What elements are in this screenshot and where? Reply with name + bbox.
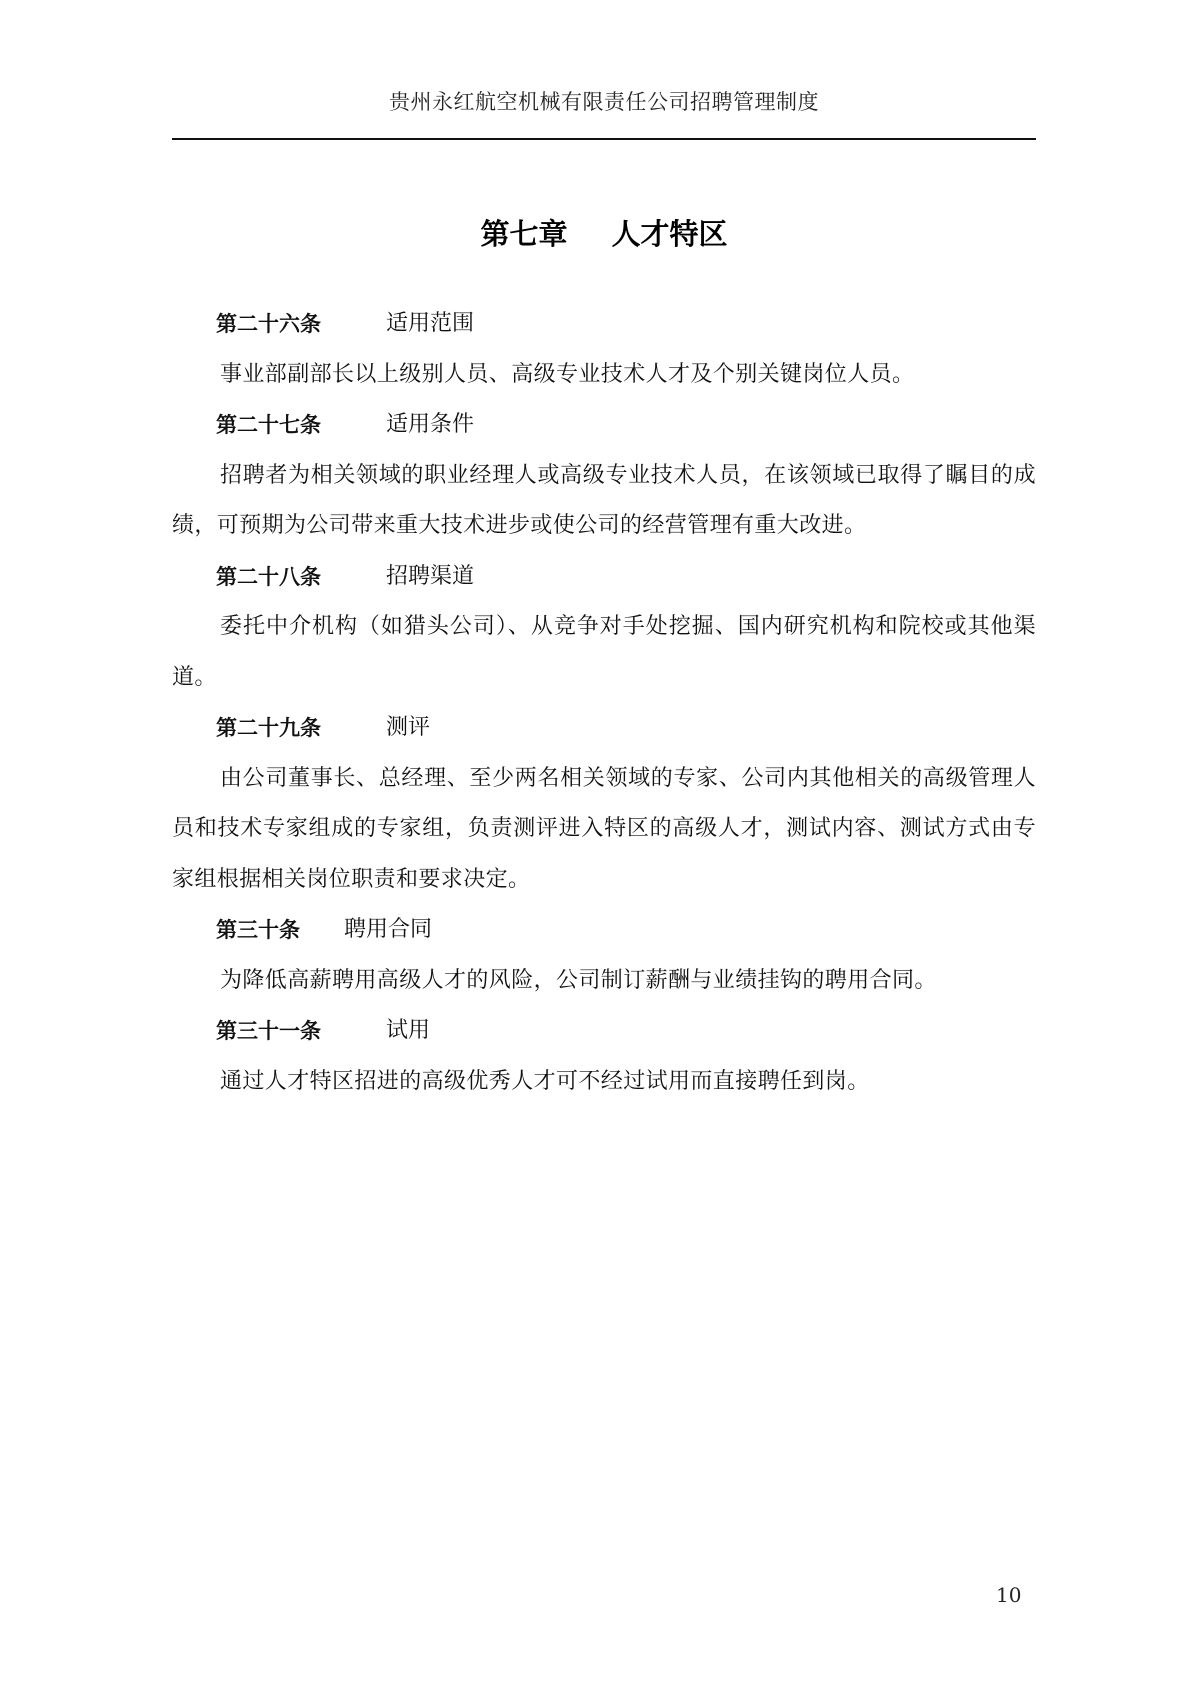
chapter-number: 第七章 [480, 217, 568, 251]
article-number: 第三十一条 [216, 1019, 321, 1043]
article-text-30: 为降低高薪聘用高级人才的风险，公司制订薪酬与业绩挂钩的聘用合同。 [220, 967, 937, 993]
article-title: 招聘渠道 [386, 563, 475, 589]
article-number: 第二十六条 [216, 312, 321, 336]
article-title: 试用 [386, 1018, 431, 1043]
article-number: 第二十九条 [216, 716, 321, 740]
article-heading-30 [172, 905, 1036, 956]
article-text-26: 事业部副部长以上级别人员、高级专业技术人才及个别关键岗位人员。 [220, 361, 915, 387]
page-header-title: 贵州永红航空机械有限责任公司招聘管理制度 [389, 90, 819, 114]
article-heading-26 [172, 299, 1036, 350]
article-heading-27 [172, 400, 1036, 451]
chapter-heading [172, 212, 1036, 253]
article-number: 第三十条 [216, 918, 300, 942]
article-heading-29 [172, 703, 1036, 754]
article-number: 第二十七条 [216, 413, 321, 437]
article-text-28: 委托中介机构（如猎头公司）、从竞争对手处挖掘、国内研究机构和院校或其他渠道。 [172, 614, 1036, 690]
article-title: 聘用合同 [344, 917, 433, 942]
article-title: 适用条件 [386, 412, 475, 437]
header-divider [172, 138, 1036, 140]
article-title: 适用范围 [386, 311, 475, 336]
article-number: 第二十八条 [216, 564, 321, 589]
article-text-31: 通过人才特区招进的高级优秀人才可不经过试用而直接聘任到岗。 [220, 1068, 870, 1094]
article-heading-28 [172, 552, 1036, 603]
article-title: 测评 [386, 715, 431, 740]
article-text-29: 由公司董事长、总经理、至少两名相关领域的专家、公司内其他相关的高级管理人员和技术专家组成的专家组，负责测评进入特区的高级人才，测试内容、测试方式由专家组根据相关岗位职责和要求决定。 [172, 765, 1036, 892]
document-body [172, 299, 1036, 1107]
article-text-27: 招聘者为相关领域的职业经理人或高级专业技术人员，在该领域已取得了瞩目的成绩，可预期为公司带来重大技术进步或使公司的经营管理有重大改进。 [172, 462, 1036, 538]
page-number: 10 [996, 1583, 1022, 1607]
article-heading-31 [172, 1006, 1036, 1057]
chapter-title: 人才特区 [611, 217, 728, 251]
